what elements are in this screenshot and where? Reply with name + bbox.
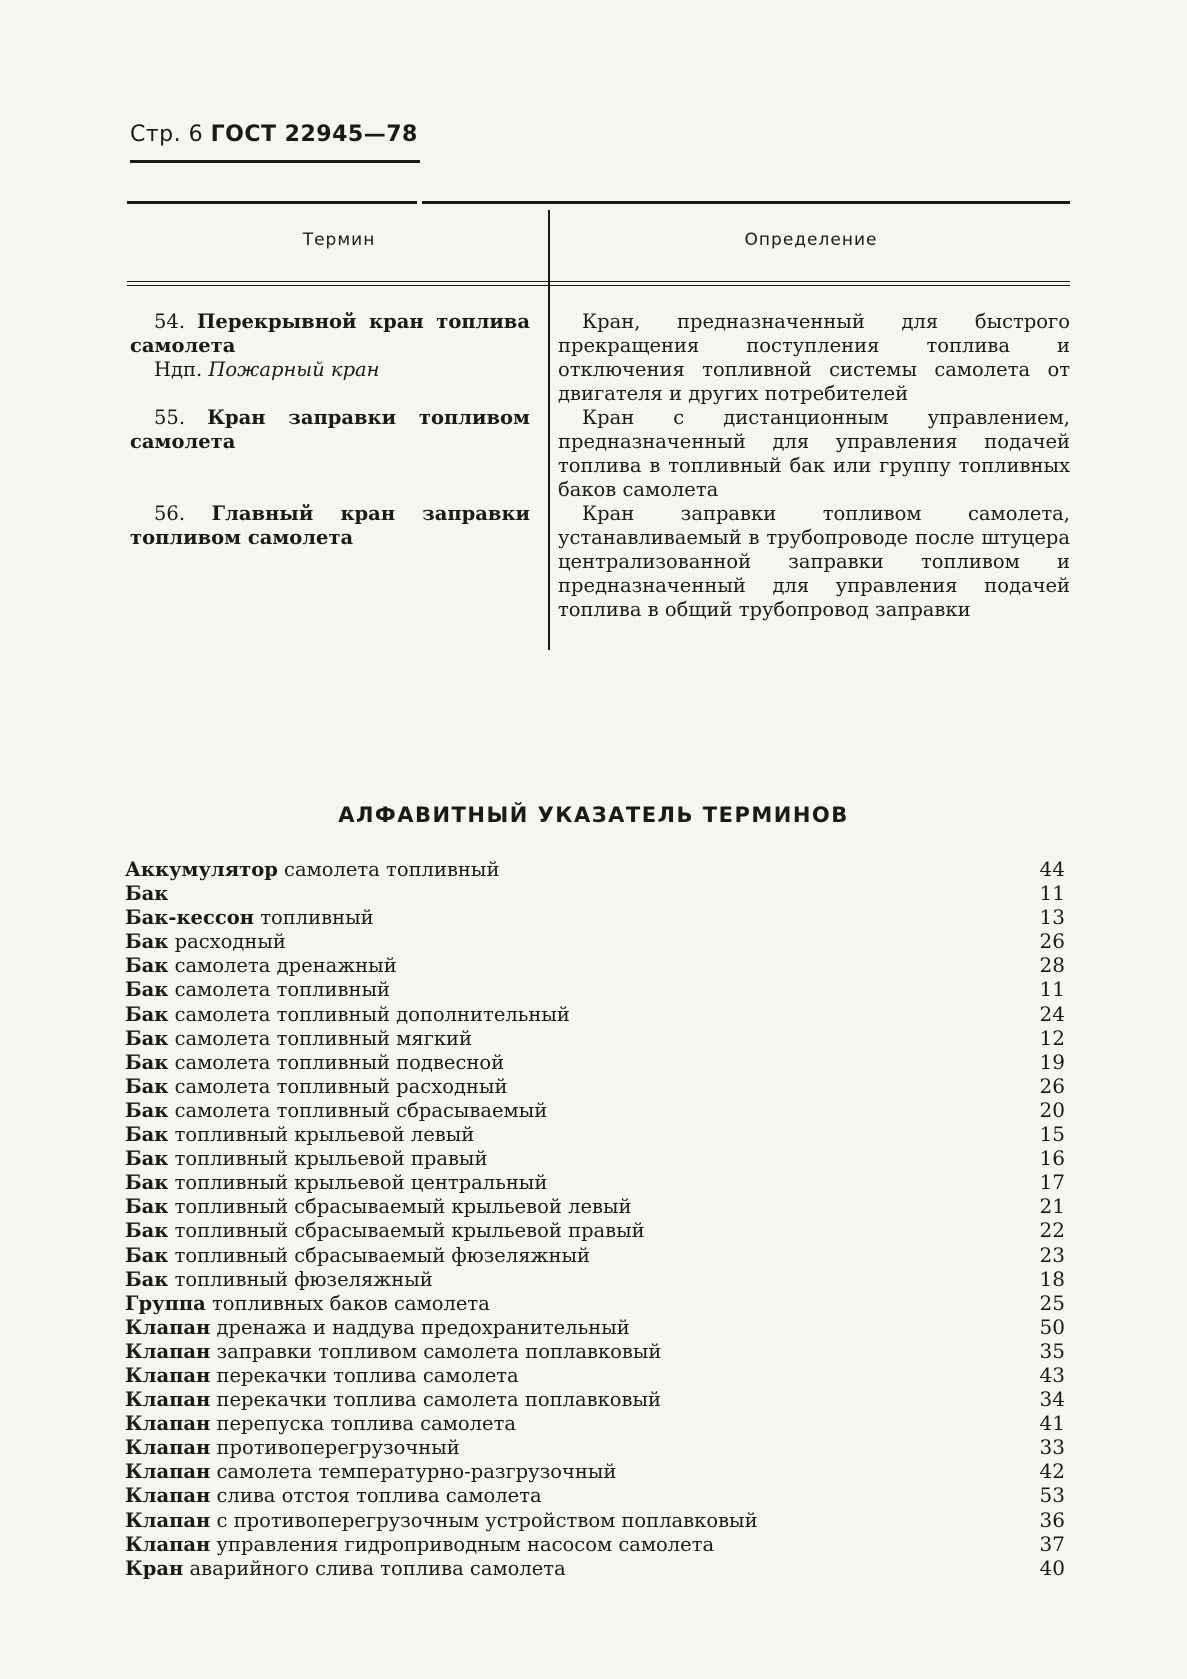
- index-term-rest: с противоперегрузочным устройством поплавковый: [210, 1508, 758, 1532]
- term-name: Кран заправки топливом самолета: [130, 406, 530, 453]
- index-term-rest: управления гидроприводным насосом самолета: [210, 1532, 715, 1556]
- index-term-rest: противоперегрузочный: [210, 1436, 460, 1460]
- index-term-number: 11: [1039, 881, 1065, 906]
- term-number: 54.: [154, 310, 186, 333]
- index-item: [125, 1146, 1065, 1170]
- index-item: [125, 1508, 1065, 1532]
- index-term-rest: самолета топливный мягкий: [168, 1026, 473, 1050]
- index-term-number: 35: [1039, 1338, 1065, 1363]
- index-term-number: 19: [1039, 1049, 1065, 1074]
- table-top-rule-left: [127, 201, 417, 204]
- page-label: Стр. 6: [130, 122, 204, 147]
- index-term-number: 42: [1039, 1459, 1065, 1484]
- index-term: [125, 1147, 487, 1171]
- table-header-rule: [127, 281, 1070, 282]
- index-term: [125, 1533, 714, 1557]
- index-term-number: 44: [1039, 857, 1065, 881]
- index-term-head: Бак: [125, 1243, 169, 1267]
- index-term-rest: перекачки топлива самолета поплавковый: [210, 1388, 662, 1412]
- term-entry: [130, 406, 1070, 502]
- index-term-head: Бак: [125, 1050, 169, 1074]
- index-term: [125, 930, 286, 954]
- index-term: [125, 1509, 758, 1533]
- index-term-number: 12: [1039, 1025, 1065, 1050]
- index-term: [125, 1123, 474, 1147]
- index-term-head: Бак: [125, 954, 169, 978]
- index-item: [125, 1122, 1065, 1146]
- index-term-head: Кран: [125, 1556, 184, 1580]
- index-term-head: Клапан: [125, 1436, 211, 1460]
- index-item: [125, 1002, 1065, 1026]
- index-item: [125, 1459, 1065, 1483]
- index-item: [125, 1098, 1065, 1122]
- index-term-number: 17: [1039, 1170, 1065, 1195]
- index-term-rest: топливный крыльевой левый: [168, 1123, 475, 1147]
- index-term-number: 18: [1039, 1266, 1065, 1291]
- index-item: [125, 1243, 1065, 1267]
- index-term-head: Бак: [125, 1074, 169, 1098]
- index-term: [125, 858, 499, 882]
- index-term-rest: самолета топливный: [168, 978, 390, 1002]
- index-term-number: 40: [1039, 1555, 1065, 1580]
- index-term: [125, 1027, 472, 1051]
- index-term-head: Бак: [125, 1171, 169, 1195]
- term-name: Главный кран заправки топливом самолета: [130, 502, 530, 549]
- term-table-body: [130, 310, 1070, 622]
- header-rule: [130, 160, 420, 163]
- index-item: [125, 1387, 1065, 1411]
- index-term-head: Клапан: [125, 1339, 211, 1363]
- index-term: [125, 1051, 504, 1075]
- index-item: [125, 1170, 1065, 1194]
- index-term: [125, 882, 168, 906]
- index-term: [125, 1484, 542, 1508]
- index-term-rest: топливный сбрасываемый фюзеляжный: [168, 1243, 590, 1267]
- index-term-head: Аккумулятор: [125, 858, 278, 881]
- index-term-head: Бак: [125, 1098, 169, 1122]
- index-item: [125, 953, 1065, 977]
- index-item: [125, 1291, 1065, 1315]
- index-item: [125, 1315, 1065, 1339]
- index-term: [125, 978, 390, 1002]
- index-item: [125, 1218, 1065, 1242]
- term-cell: [130, 310, 552, 406]
- index-term: [125, 1099, 547, 1123]
- table-top-rule-right: [422, 201, 1070, 204]
- index-term-number: 15: [1039, 1122, 1065, 1147]
- index-item: [125, 1363, 1065, 1387]
- index-term-rest: перепуска топлива самолета: [210, 1412, 516, 1436]
- index-term-number: 22: [1039, 1218, 1065, 1243]
- index-item: [125, 1483, 1065, 1507]
- index-term-head: Группа: [125, 1291, 206, 1315]
- index-term: [125, 1003, 570, 1027]
- index-item: [125, 1556, 1065, 1580]
- index-term: [125, 954, 397, 978]
- index-term-head: Клапан: [125, 1412, 211, 1436]
- index-item: [125, 905, 1065, 929]
- index-term-number: 36: [1039, 1507, 1065, 1532]
- index-term: [125, 1195, 632, 1219]
- definition-cell: Кран заправки топливом самолета, устанавливаемый в трубопроводе после штуцера централизованной заправки топливом и предназначенный для управления подачей топлива в общий трубопровод заправки: [558, 502, 1070, 621]
- index-term-number: 50: [1039, 1314, 1065, 1339]
- index-item: [125, 881, 1065, 905]
- page-header: [130, 122, 418, 147]
- index-term: [125, 1075, 507, 1099]
- index-title: АЛФАВИТНЫЙ УКАЗАТЕЛЬ ТЕРМИНОВ: [338, 803, 849, 827]
- index-term-rest: топливный фюзеляжный: [168, 1267, 433, 1291]
- index-term: [125, 1388, 661, 1412]
- index-term-number: 26: [1039, 929, 1065, 954]
- index-term-number: 13: [1039, 905, 1065, 930]
- ndp-label: Ндп.: [154, 358, 203, 381]
- index-term: [125, 1316, 630, 1340]
- index-term: [125, 1292, 490, 1316]
- index-term-rest: топливный: [254, 906, 374, 930]
- term-number: 56.: [154, 502, 186, 525]
- index-item: [125, 857, 1065, 881]
- gost-number: ГОСТ 22945—78: [210, 122, 418, 147]
- index-term-number: 53: [1039, 1483, 1065, 1508]
- index-item: [125, 1026, 1065, 1050]
- column-header-definition: Определение: [744, 230, 878, 250]
- index-term-head: Клапан: [125, 1460, 211, 1484]
- index-item: [125, 1532, 1065, 1556]
- index-term: [125, 1460, 616, 1484]
- index-term-head: Бак: [125, 882, 169, 906]
- index-term-rest: топливных баков самолета: [205, 1291, 490, 1315]
- term-name: Перекрывной кран топлива самолета: [130, 310, 530, 357]
- index-term-head: Клапан: [125, 1532, 211, 1556]
- index-term-rest: самолета топливный: [277, 858, 500, 881]
- index-term-rest: самолета топливный дополнительный: [168, 1002, 570, 1026]
- index-term-rest: самолета температурно-разгрузочный: [210, 1460, 617, 1484]
- definition-cell: Кран, предназначенный для быстрого прекращения поступления топлива и отключения топливной системы самолета от двигателя и других потребителей: [558, 310, 1070, 405]
- index-term-head: Бак: [125, 930, 169, 954]
- index-term-head: Клапан: [125, 1315, 211, 1339]
- index-term-head: Клапан: [125, 1484, 211, 1508]
- index-term-number: 28: [1039, 953, 1065, 978]
- index-term-number: 16: [1039, 1146, 1065, 1171]
- index-term-head: Бак: [125, 1026, 169, 1050]
- index-term-number: 21: [1039, 1194, 1065, 1219]
- index-item: [125, 1435, 1065, 1459]
- index-term-rest: самолета топливный сбрасываемый: [168, 1098, 548, 1122]
- index-term: [125, 1436, 460, 1460]
- index-term-head: Клапан: [125, 1508, 211, 1532]
- index-term-head: Бак-кессон: [125, 906, 254, 930]
- index-term: [125, 1171, 547, 1195]
- index-term-number: 43: [1039, 1362, 1065, 1387]
- index-term: [125, 1340, 661, 1364]
- column-header-term: Термин: [302, 230, 376, 250]
- index-term-rest: расходный: [168, 930, 286, 954]
- index-item: [125, 1339, 1065, 1363]
- index-term: [125, 1268, 433, 1292]
- index-item: [125, 1050, 1065, 1074]
- index-term-number: 37: [1039, 1531, 1065, 1556]
- index-term-number: 34: [1039, 1387, 1065, 1412]
- index-term: [125, 1364, 519, 1388]
- index-term-rest: топливный сбрасываемый крыльевой правый: [168, 1219, 645, 1243]
- index-term-head: Бак: [125, 1219, 169, 1243]
- index-term-rest: слива отстоя топлива самолета: [210, 1484, 542, 1508]
- term-number: 55.: [154, 406, 186, 429]
- index-term-number: 26: [1039, 1073, 1065, 1098]
- index-term-number: 41: [1039, 1411, 1065, 1436]
- index-term-rest: самолета дренажный: [168, 954, 397, 978]
- term-entry: [130, 310, 1070, 406]
- index-term-number: 20: [1039, 1097, 1065, 1122]
- index-list: [125, 857, 1065, 1580]
- index-term-rest: топливный сбрасываемый крыльевой левый: [168, 1195, 632, 1219]
- index-item: [125, 977, 1065, 1001]
- index-term-rest: самолета топливный подвесной: [168, 1050, 505, 1074]
- index-term-head: Бак: [125, 1147, 169, 1171]
- index-term-head: Клапан: [125, 1388, 211, 1412]
- index-term: [125, 1412, 516, 1436]
- index-term-number: 33: [1039, 1435, 1065, 1460]
- index-term-number: 23: [1039, 1242, 1065, 1267]
- index-term-head: Бак: [125, 1002, 169, 1026]
- term-cell: [130, 406, 552, 502]
- index-term: [125, 906, 374, 930]
- index-term-number: 11: [1039, 977, 1065, 1002]
- index-term-head: Бак: [125, 1267, 169, 1291]
- index-term-rest: аварийного слива топлива самолета: [183, 1556, 566, 1580]
- index-item: [125, 1411, 1065, 1435]
- term-cell: [130, 502, 552, 622]
- index-term-rest: дренажа и наддува предохранительный: [210, 1315, 630, 1339]
- index-term-head: Бак: [125, 1195, 169, 1219]
- index-term-rest: перекачки топлива самолета: [210, 1363, 519, 1387]
- index-term-number: 25: [1039, 1290, 1065, 1315]
- index-item: [125, 1074, 1065, 1098]
- index-term: [125, 1244, 590, 1268]
- index-term: [125, 1219, 645, 1243]
- index-item: [125, 1194, 1065, 1218]
- index-term-rest: заправки топливом самолета поплавковый: [210, 1339, 662, 1363]
- ndp-term: Пожарный кран: [208, 358, 380, 381]
- index-term: [125, 1557, 566, 1581]
- index-term-rest: самолета топливный расходный: [168, 1074, 508, 1098]
- index-item: [125, 1267, 1065, 1291]
- definition-cell: Кран с дистанционным управлением, предназначенный для управления подачей топлива в топливный бак или группу топливных баков самолета: [558, 406, 1070, 501]
- table-header-rule-double: [127, 285, 1070, 286]
- index-term-rest: топливный крыльевой правый: [168, 1147, 488, 1171]
- term-entry: [130, 502, 1070, 622]
- index-term-number: 24: [1039, 1001, 1065, 1026]
- index-item: [125, 929, 1065, 953]
- index-term-head: Клапан: [125, 1363, 211, 1387]
- index-term-head: Бак: [125, 978, 169, 1002]
- index-term-head: Бак: [125, 1123, 169, 1147]
- index-term-rest: топливный крыльевой центральный: [168, 1171, 548, 1195]
